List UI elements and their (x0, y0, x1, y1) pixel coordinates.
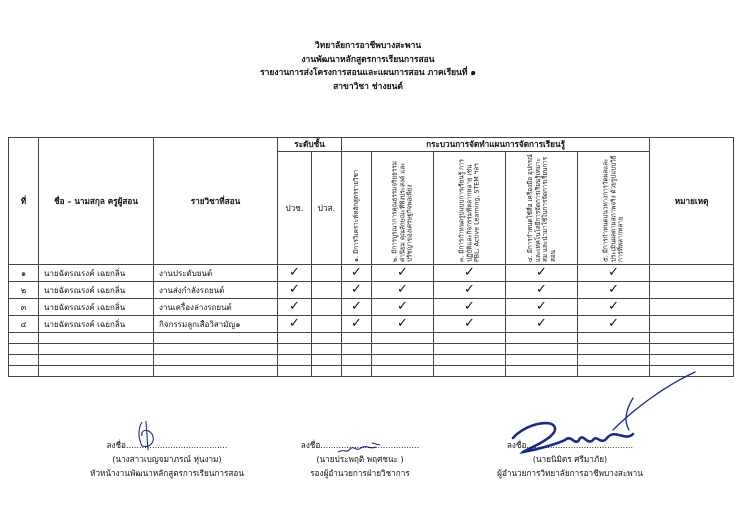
table-row (9, 282, 734, 299)
empty-cell (312, 316, 342, 333)
check-mark-icon: ✓ (372, 299, 434, 316)
check-mark-icon: ✓ (278, 299, 312, 316)
signature-label: ลงชื่อ (300, 440, 321, 450)
row-teacher-name: นายฉัตรณรงค์ เฉยกลิ่น (39, 316, 154, 333)
signer-position: หัวหน้างานพัฒนาหลักสูตรการเรียนการสอน (90, 468, 244, 478)
blank-row (9, 355, 734, 366)
remark-cell (650, 282, 734, 299)
check-mark-icon: ✓ (506, 299, 578, 316)
check-mark-icon: ✓ (578, 265, 650, 282)
header-process-2: ๒. มีการบูรณาการคุณธรรมจริยธรรม ค่านิยม คุณลักษณะที่พึงประสงค์ และปรัชญาของเศรษฐกิจพอเพียง (372, 152, 434, 265)
header-level-pvc: ปวช. (278, 152, 312, 265)
check-mark-icon: ✓ (578, 282, 650, 299)
header-remark: หมายเหตุ (650, 138, 734, 265)
check-mark-icon: ✓ (342, 316, 372, 333)
check-mark-icon: ✓ (506, 265, 578, 282)
check-mark-icon: ✓ (372, 282, 434, 299)
check-mark-icon: ✓ (372, 265, 434, 282)
check-mark-icon: ✓ (578, 316, 650, 333)
remark-cell (650, 316, 734, 333)
signer-name: (นายนิมิตร ศรีมาภัย) (532, 454, 608, 464)
check-mark-icon: ✓ (278, 282, 312, 299)
header-level-pvs: ปวส. (312, 152, 342, 265)
header-process-5: ๕. มีการกำหนดแนวทางการวัดผลและประเมินผลตามสภาพจริง ด้วยรูปแบบวิธีการที่หลากหลาย (578, 152, 650, 265)
signature-block-1: ลงชื่อ....................................... (นางสาวเบญจมาภรณ์ หุ่นงาม) หัวหน้างานพัฒนาหลักสูตรการเรียนการสอน (62, 438, 272, 480)
signature-block-2: ลงชื่อ...................................... (นายประพฤติ พฤศชนะ ) รองผู้อำนวยการฝ่ายวิชาการ (270, 438, 450, 480)
header-no: ที่ (9, 138, 39, 265)
table-row (9, 299, 734, 316)
check-mark-icon: ✓ (342, 299, 372, 316)
header-process-4: ๔. มีการกำหนดใช้สื่อ เครื่องมือ อุปกรณ์ และเทคโนโลยีการจัดการเรียนรู้เหมาะสม และนำมาใช้ในการจัดการเรียนการสอน (506, 152, 578, 265)
check-mark-icon: ✓ (506, 316, 578, 333)
row-subject: กิจกรรมลูกเสือวิสามัญ๑ (154, 316, 278, 333)
empty-cell (312, 299, 342, 316)
signer-name: (นางสาวเบญจมาภรณ์ หุ่นงาม) (112, 454, 222, 464)
check-mark-icon: ✓ (506, 282, 578, 299)
check-mark-icon: ✓ (434, 282, 506, 299)
header-level: ระดับชั้น (278, 138, 342, 152)
row-no: ๔ (9, 316, 39, 333)
signature-label: ลงชื่อ (106, 440, 126, 450)
table-row (9, 265, 734, 282)
empty-cell (312, 282, 342, 299)
check-mark-icon: ✓ (372, 316, 434, 333)
check-mark-icon: ✓ (578, 299, 650, 316)
blank-row (9, 333, 734, 344)
header-process-1: ๑. มีการวิเคราะห์หลักสูตรรายวิชา (342, 152, 372, 265)
row-subject: งานประดับยนต์ (154, 265, 278, 282)
header-process-3: ๓. มีการกำหนดรูปแบบการเรียนรู้ การปฏิบัติและกิจกรรมที่หลากหลาย เช่น PBL, Active Learning, STEM ฯลฯ (434, 152, 506, 265)
header-process: กระบวนการจัดทำแผนการจัดการเรียนรู้ (342, 138, 650, 152)
blank-row (9, 344, 734, 355)
department-name: งานพัฒนาหลักสูตรการเรียนการสอน (301, 54, 435, 65)
check-mark-icon: ✓ (434, 299, 506, 316)
row-teacher-name: นายฉัตรณรงค์ เฉยกลิ่น (39, 299, 154, 316)
row-teacher-name: นายฉัตรณรงค์ เฉยกลิ่น (39, 265, 154, 282)
table-row (9, 316, 734, 333)
check-mark-icon: ✓ (278, 265, 312, 282)
check-mark-icon: ✓ (342, 265, 372, 282)
report-title: รายงานการส่งโครงการสอนและแผนการสอน ภาคเรียนที่ ๑ (260, 68, 476, 78)
check-mark-icon: ✓ (278, 316, 312, 333)
empty-cell (312, 265, 342, 282)
header-teacher-name: ชื่อ – นามสกุล ครูผู้สอน (39, 138, 154, 265)
signer-position: รองผู้อำนวยการฝ่ายวิชาการ (310, 468, 410, 478)
row-teacher-name: นายฉัตรณรงค์ เฉยกลิ่น (39, 282, 154, 299)
document-header (0, 40, 736, 94)
row-no: ๑ (9, 265, 39, 282)
check-mark-icon: ✓ (342, 282, 372, 299)
report-table (8, 137, 734, 377)
row-no: ๓ (9, 299, 39, 316)
signature-label: ลงชื่อ (506, 440, 527, 450)
signature-block-3: ลงชื่อ......................................... (นายนิมิตร ศรีมาภัย) ผู้อำนวยการวิทยาลัยการอาชีพบางสะพาน (455, 438, 685, 480)
check-mark-icon: ✓ (434, 265, 506, 282)
row-subject: งานส่งกำลังรถยนต์ (154, 282, 278, 299)
remark-cell (650, 265, 734, 282)
remark-cell (650, 299, 734, 316)
signer-name: (นายประพฤติ พฤศชนะ ) (316, 454, 404, 464)
program-name: สาขาวิชา ช่างยนต์ (333, 81, 403, 92)
college-name: วิทยาลัยการอาชีพบางสะพาน (314, 41, 422, 51)
row-subject: งานเครื่องล่างรถยนต์ (154, 299, 278, 316)
row-no: ๒ (9, 282, 39, 299)
signer-position: ผู้อำนวยการวิทยาลัยการอาชีพบางสะพาน (497, 468, 643, 478)
check-mark-icon: ✓ (434, 316, 506, 333)
header-subject: รายวิชาที่สอน (154, 138, 278, 265)
